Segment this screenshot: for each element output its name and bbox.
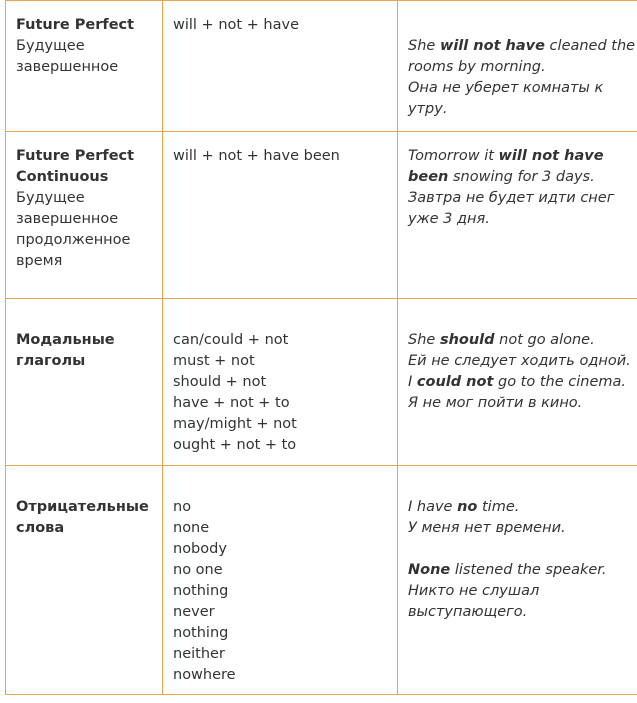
example-cell	[398, 132, 637, 299]
grammar-table	[5, 0, 637, 695]
formula-line: nothing	[173, 625, 229, 641]
example-cell	[398, 466, 637, 695]
example-line	[408, 330, 637, 351]
formula-line: may/might + not	[173, 416, 297, 432]
table-row	[6, 1, 637, 132]
example-text: выступающего.	[408, 604, 528, 620]
example-line	[408, 518, 637, 539]
example-text: rooms by morning.	[408, 59, 546, 75]
example-line	[408, 57, 637, 78]
formula-cell	[163, 299, 398, 466]
example-line	[408, 99, 637, 120]
example-text: She	[408, 38, 440, 54]
formula-line: nothing	[173, 583, 229, 599]
example-line	[408, 188, 637, 209]
example-text: listened the speaker.	[450, 562, 607, 578]
spacer	[408, 539, 637, 560]
example-text: уже 3 дня.	[408, 211, 490, 227]
term-title: слова	[16, 520, 65, 536]
term-desc: завершенное	[16, 59, 119, 75]
example-text: Ей не следует ходить одной.	[408, 353, 631, 369]
formula-line: never	[173, 604, 215, 620]
example-keyword: no	[457, 499, 478, 515]
formula-line: have + not + to	[173, 395, 290, 411]
example-line	[408, 36, 637, 57]
example-text: Tomorrow it	[408, 148, 499, 164]
formula-line: neither	[173, 646, 225, 662]
example-text: not go alone.	[494, 332, 595, 348]
example-keyword: been	[408, 169, 449, 185]
term-desc: продолженное	[16, 232, 131, 248]
formula-cell	[163, 1, 398, 132]
example-line	[408, 372, 637, 393]
example-line	[408, 167, 637, 188]
term-title: Модальные	[16, 332, 115, 348]
formula-line: no one	[173, 562, 223, 578]
table-row	[6, 466, 637, 695]
term-title: Future Perfect	[16, 17, 135, 33]
term-desc: завершенное	[16, 211, 119, 227]
example-text: time.	[477, 499, 520, 515]
example-cell	[398, 299, 637, 466]
example-text: snowing for 3 days.	[448, 169, 595, 185]
term-desc: Будущее	[16, 38, 85, 54]
example-text: Завтра не будет идти снег	[408, 190, 615, 206]
formula-line: ought + not + to	[173, 437, 297, 453]
example-keyword: will not have	[498, 148, 604, 164]
example-text: Я не мог пойти в кино.	[408, 395, 583, 411]
example-line	[408, 602, 637, 623]
term-title: Future Perfect	[16, 148, 135, 164]
example-line	[408, 497, 637, 518]
example-line	[408, 78, 637, 99]
term-cell	[6, 1, 163, 132]
formula-line: will + not + have been	[173, 148, 340, 164]
formula-line: must + not	[173, 353, 255, 369]
formula-line: should + not	[173, 374, 267, 390]
example-line	[408, 581, 637, 602]
term-title: глаголы	[16, 353, 86, 369]
table-row	[6, 299, 637, 466]
term-desc: время	[16, 253, 63, 269]
formula-cell	[163, 466, 398, 695]
term-desc: Будущее	[16, 190, 85, 206]
example-line	[408, 393, 637, 414]
example-text: утру.	[408, 101, 448, 117]
term-cell	[6, 299, 163, 466]
formula-cell	[163, 132, 398, 299]
example-line	[408, 146, 637, 167]
example-text: I have	[408, 499, 458, 515]
term-title: Continuous	[16, 169, 109, 185]
formula-line: nobody	[173, 541, 227, 557]
term-title: Отрицательные	[16, 499, 149, 515]
example-text: cleaned the	[544, 38, 636, 54]
spacer	[408, 15, 637, 36]
example-keyword: None	[408, 562, 451, 578]
term-cell	[6, 132, 163, 299]
example-text: go to the cinema.	[493, 374, 626, 390]
formula-line: will + not + have	[173, 17, 300, 33]
example-line	[408, 209, 637, 230]
term-cell	[6, 466, 163, 695]
example-text: Никто не слушал	[408, 583, 540, 599]
formula-line: can/could + not	[173, 332, 289, 348]
formula-line: no	[173, 499, 192, 515]
example-text: I	[408, 374, 417, 390]
example-text: She	[408, 332, 440, 348]
formula-line: none	[173, 520, 210, 536]
example-text: У меня нет времени.	[408, 520, 566, 536]
table-row	[6, 132, 637, 299]
example-keyword: should	[439, 332, 495, 348]
example-keyword: will not have	[439, 38, 545, 54]
example-cell	[398, 1, 637, 132]
example-keyword: could not	[416, 374, 494, 390]
example-line	[408, 560, 637, 581]
example-text: Она не уберет комнаты к	[408, 80, 604, 96]
formula-line: nowhere	[173, 667, 236, 683]
example-line	[408, 351, 637, 372]
